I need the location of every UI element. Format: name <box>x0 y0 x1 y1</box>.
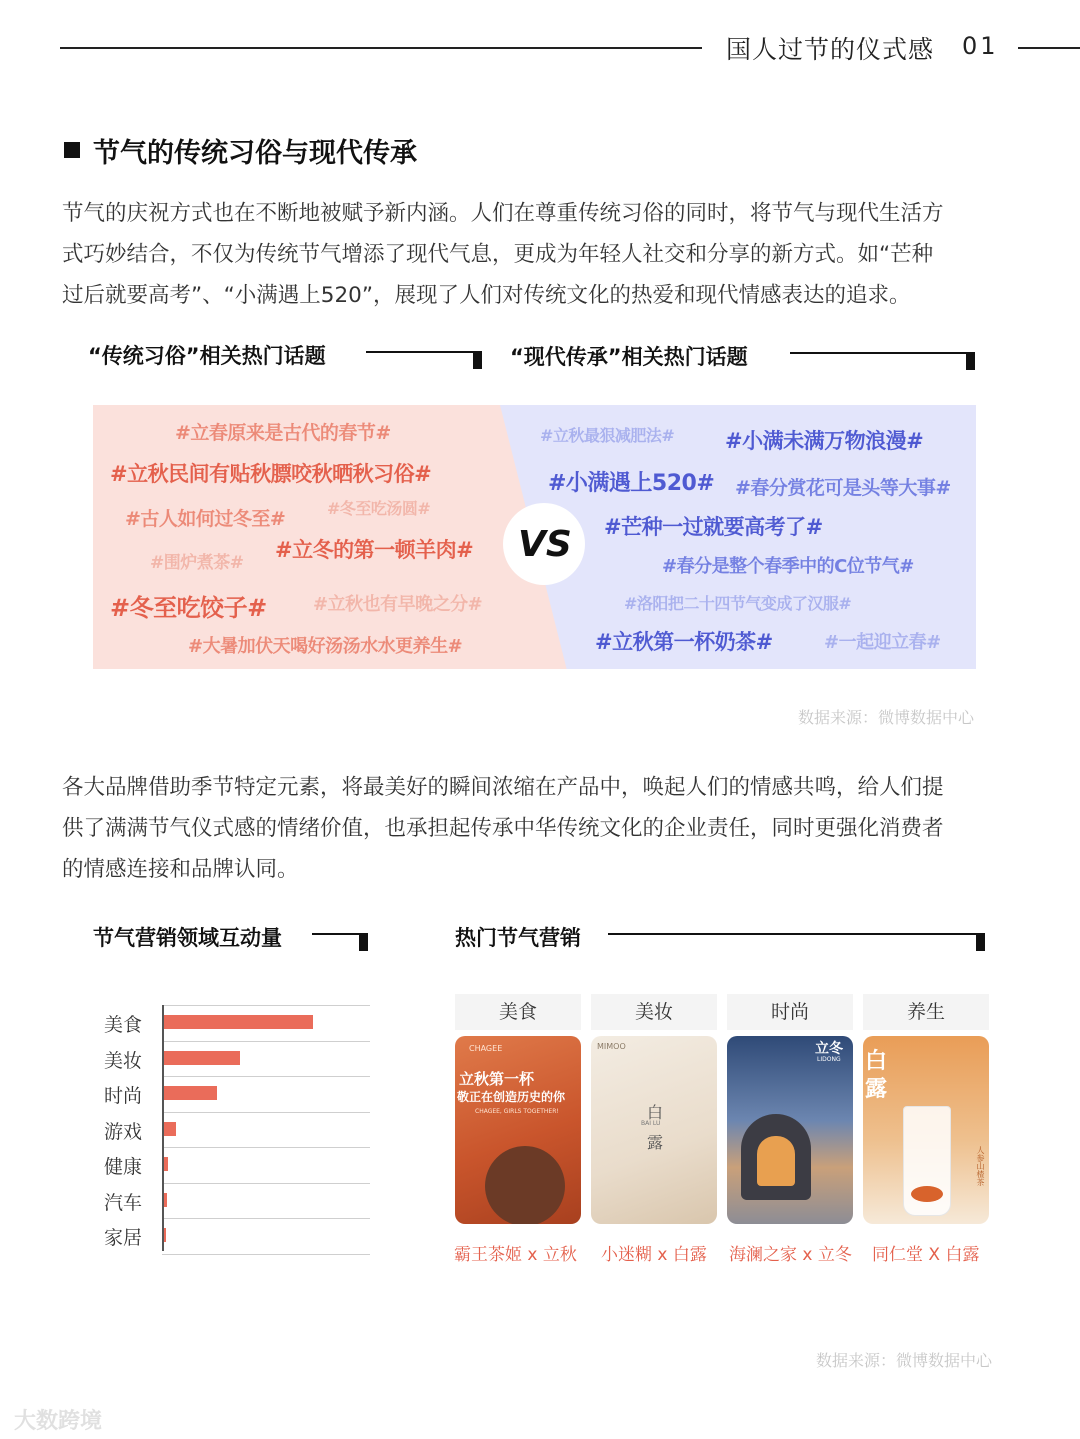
poster-text: BAI LU <box>641 1120 661 1127</box>
topic-tag: #小满未满万物浪漫# <box>725 429 924 453</box>
card-caption: 霸王茶姬 x 立秋 <box>454 1245 577 1265</box>
poster-text: 敬正在创造历史的你 <box>457 1090 566 1104</box>
card-category: 美食 <box>455 994 581 1030</box>
subhead-corner-icon <box>966 352 975 370</box>
marketing-title: 热门节气营销 <box>455 926 581 950</box>
section-bullet-icon <box>64 142 80 158</box>
tongrentang-poster-image <box>863 1036 989 1224</box>
chart-gridline <box>162 1183 370 1184</box>
topic-tag: #立秋最狠减肥法# <box>540 426 675 445</box>
chart-gridline <box>162 1254 370 1255</box>
chart-bar <box>164 1157 168 1171</box>
topic-tag: #洛阳把二十四节气变成了汉服# <box>624 594 852 613</box>
chart-gridline <box>162 1112 370 1113</box>
subhead-corner-icon <box>473 351 482 369</box>
poster-text: LIDONG <box>817 1056 841 1063</box>
poster-text: 立冬 <box>815 1041 843 1057</box>
chart-bar <box>164 1193 167 1207</box>
chart-category-label: 健康 <box>104 1156 143 1178</box>
subhead-corner-icon <box>359 933 368 951</box>
source-note: 数据来源：微博数据中心 <box>798 708 975 727</box>
paragraph-line: 式巧妙结合，不仅为传统节气增添了现代气息，更成为年轻人社交和分享的新方式。如“芒种 <box>62 242 934 267</box>
chart-title: 节气营销领域互动量 <box>93 926 282 950</box>
topic-tag: #芒种一过就要高考了# <box>604 515 823 539</box>
chart-category-label: 美妆 <box>104 1049 143 1072</box>
topic-tag: #立冬的第一顿羊肉# <box>275 538 474 562</box>
topic-tag: #春分赏花可是头等大事# <box>735 477 951 499</box>
topic-tag: #冬至吃汤圆# <box>327 499 431 518</box>
poster-text: 白 <box>865 1049 888 1074</box>
poster-text: CHAGEE <box>469 1044 503 1053</box>
header-rule-left <box>60 47 702 49</box>
card-category: 时尚 <box>727 994 853 1030</box>
card-category: 美妆 <box>591 994 717 1030</box>
paragraph-brands <box>62 767 1012 890</box>
topic-tag: #古人如何过冬至# <box>125 508 286 530</box>
chart-bar <box>164 1051 240 1065</box>
chart-bar <box>164 1122 176 1136</box>
paragraph-line: 过后就要高考”、“小满遇上520”，展现了人们对传统文化的热爱和现代情感表达的追求。 <box>62 283 911 308</box>
chart-gridline <box>162 1041 370 1042</box>
poster-text: 露 <box>865 1077 888 1102</box>
subhead-rule <box>366 351 481 353</box>
chart-bar <box>164 1015 313 1029</box>
traditional-topics-title: “传统习俗”相关热门话题 <box>88 344 326 368</box>
topic-tag: #小满遇上520# <box>548 471 715 496</box>
portrait-shape <box>485 1146 565 1224</box>
tent-light-shape <box>757 1136 795 1186</box>
topic-tag: #春分是整个春季中的C位节气# <box>662 556 914 577</box>
chart-bar <box>164 1228 166 1242</box>
topic-tag: #立秋第一杯奶茶# <box>595 630 773 654</box>
chart-gridline <box>162 1147 370 1148</box>
fruit-shape <box>911 1186 943 1202</box>
paragraph-line: 节气的庆祝方式也在不断地被赋予新内涵。人们在尊重传统习俗的同时，将节气与现代生活方 <box>62 201 944 226</box>
mimoo-poster-image <box>591 1036 717 1224</box>
subhead-rule <box>608 933 984 935</box>
poster-text: MIMOO <box>597 1042 626 1051</box>
section-title: 节气的传统习俗与现代传承 <box>93 138 417 169</box>
header-title: 国人过节的仪式感 <box>726 35 935 64</box>
chart-category-label: 家居 <box>104 1227 143 1249</box>
vs-label: VS <box>518 524 572 565</box>
card-category: 养生 <box>863 994 989 1030</box>
paragraph-line: 的情感连接和品牌认同。 <box>62 857 299 882</box>
chart-category-label: 游戏 <box>104 1120 143 1143</box>
watermark-text: 大数跨境 <box>14 1409 103 1434</box>
poster-text: 白 <box>647 1103 664 1122</box>
chart-gridline <box>162 1005 370 1006</box>
source-note: 数据来源：微博数据中心 <box>816 1351 993 1370</box>
poster-text: CHAGEE, GIRLS TOGETHER! <box>475 1108 559 1115</box>
paragraph-intro <box>62 193 1012 316</box>
hla-poster-image <box>727 1036 853 1224</box>
poster-text: 人参山楂茶 <box>976 1146 985 1186</box>
header-rule-right <box>1018 47 1080 49</box>
paragraph-line: 各大品牌借助季节特定元素，将最美好的瞬间浓缩在产品中，唤起人们的情感共鸣，给人们提 <box>62 775 944 800</box>
subhead-rule <box>790 352 974 354</box>
chart-category-label: 美食 <box>104 1014 143 1036</box>
topic-tag: #立春原来是古代的春节# <box>175 422 391 444</box>
topic-tag: #冬至吃饺子# <box>110 594 267 622</box>
chart-category-label: 时尚 <box>104 1085 143 1107</box>
page-number: 01 <box>962 32 999 60</box>
topic-tag: #立秋民间有贴秋膘咬秋晒秋习俗# <box>110 462 432 486</box>
card-caption: 海澜之家 x 立冬 <box>729 1245 852 1265</box>
topic-tag: #大暑加伏天喝好汤汤水水更养生# <box>188 636 463 657</box>
chart-gridline <box>162 1076 370 1077</box>
topic-tag: #立秋也有早晚之分# <box>313 594 483 615</box>
chart-category-label: 汽车 <box>104 1191 143 1214</box>
modern-topics-title: “现代传承”相关热门话题 <box>510 345 748 369</box>
topic-tag: #一起迎立春# <box>824 632 941 653</box>
chart-gridline <box>162 1218 370 1219</box>
topic-tag: #围炉煮茶# <box>150 553 244 573</box>
poster-text: 立秋第一杯 <box>459 1070 535 1088</box>
card-caption: 同仁堂 X 白露 <box>872 1245 980 1265</box>
card-caption: 小迷糊 x 白露 <box>601 1245 707 1265</box>
paragraph-line: 供了满满节气仪式感的情绪价值，也承担起传承中华传统文化的企业责任，同时更强化消费者 <box>62 816 944 841</box>
poster-text: 露 <box>647 1133 664 1152</box>
subhead-corner-icon <box>976 933 985 951</box>
chart-bar <box>164 1086 217 1100</box>
chagee-poster-image <box>455 1036 581 1224</box>
